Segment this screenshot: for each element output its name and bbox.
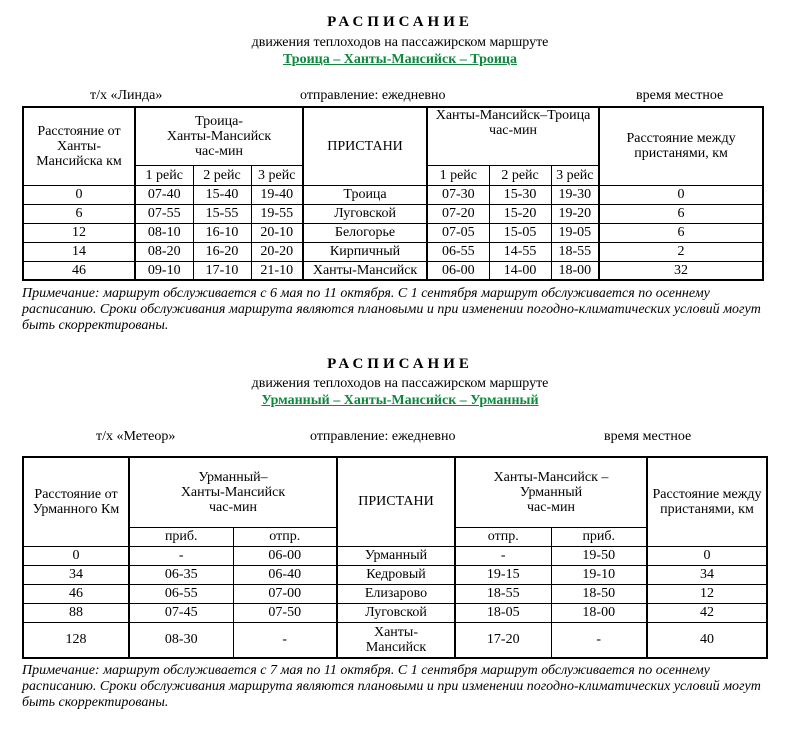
- s1-pier: Луговской: [303, 204, 427, 223]
- schedule1-subtitle: движения теплоходов на пассажирском маршруте: [251, 35, 549, 50]
- s1-b1: 06-55: [427, 242, 489, 261]
- s2-dist: 88: [23, 603, 129, 622]
- s1-b2: 14-00: [489, 261, 551, 280]
- s2-between: 12: [647, 584, 767, 603]
- s1-header-forward: Троица- Ханты-Мансийск час-мин: [135, 107, 303, 165]
- s2-b-dep: 18-05: [455, 603, 551, 622]
- s2-between: 34: [647, 565, 767, 584]
- s2-pier: Елизарово: [337, 584, 455, 603]
- s1-between: 6: [599, 204, 763, 223]
- schedule2-time-note: время местное: [604, 429, 692, 444]
- schedule2-note: Примечание: маршрут обслуживается с 7 мая по 11 октября. С 1 сентября маршрут обслуживается по осеннему расписанию. Сроки обслуживания маршрута являются плановыми и при изменении погодно-климатических условий могут быть скорректированы.: [22, 663, 761, 710]
- s1-dist: 6: [23, 204, 135, 223]
- table-row: [23, 185, 763, 204]
- s1-f3: 21-10: [251, 261, 303, 280]
- s1-b2: 15-20: [489, 204, 551, 223]
- s1-dist: 12: [23, 223, 135, 242]
- s1-b3: 19-20: [551, 204, 599, 223]
- s1-header-trip3-forward: 3 рейс: [251, 165, 303, 185]
- s1-dist: 0: [23, 185, 135, 204]
- s1-dist: 46: [23, 261, 135, 280]
- schedule1-time-note: время местное: [636, 88, 724, 103]
- s1-b3: 18-55: [551, 242, 599, 261]
- table-row: [23, 204, 763, 223]
- s1-f2: 15-40: [193, 185, 251, 204]
- s1-b1: 07-05: [427, 223, 489, 242]
- s2-pier: Кедровый: [337, 565, 455, 584]
- schedule1-route-text: Троица – Ханты-Мансийск – Троица: [282, 52, 517, 67]
- table-row: [23, 622, 767, 658]
- s2-pier: Урманный: [337, 546, 455, 565]
- s1-f3: 20-10: [251, 223, 303, 242]
- s2-f-arr: 08-30: [129, 622, 233, 658]
- s1-f3: 19-55: [251, 204, 303, 223]
- s2-header-dep-forward: отпр.: [233, 527, 337, 546]
- s2-dist: 46: [23, 584, 129, 603]
- s2-header-distance-from: Расстояние от Урманного Км: [23, 457, 129, 546]
- s2-f-dep: 06-40: [233, 565, 337, 584]
- s1-between: 32: [599, 261, 763, 280]
- s2-b-arr: 19-10: [551, 565, 647, 584]
- s1-header-trip1-backward: 1 рейс: [427, 165, 489, 185]
- s1-b3: 19-30: [551, 185, 599, 204]
- table-row: [23, 546, 767, 565]
- s1-f3: 19-40: [251, 185, 303, 204]
- table-row: [23, 603, 767, 622]
- s2-pier: Луговской: [337, 603, 455, 622]
- s2-header-forward: Урманный– Ханты-Мансийск час-мин: [129, 457, 337, 527]
- table-row: [23, 261, 763, 280]
- s1-b1: 06-00: [427, 261, 489, 280]
- s1-header-trip1-forward: 1 рейс: [135, 165, 193, 185]
- s1-b1: 07-30: [427, 185, 489, 204]
- s2-f-arr: 07-45: [129, 603, 233, 622]
- s1-f1: 08-20: [135, 242, 193, 261]
- s1-f1: 07-40: [135, 185, 193, 204]
- schedule1-title: РАСПИСАНИЕ: [327, 14, 473, 30]
- s1-header-backward: Ханты-Мансийск–Троица час-мин: [427, 107, 599, 165]
- s1-pier: Ханты-Мансийск: [303, 261, 427, 280]
- schedule1-vessel: т/х «Линда»: [90, 88, 163, 103]
- s2-f-dep: 07-50: [233, 603, 337, 622]
- table-row: [23, 565, 767, 584]
- s2-header-arr-forward: приб.: [129, 527, 233, 546]
- s1-f3: 20-20: [251, 242, 303, 261]
- table-row: [23, 584, 767, 603]
- s1-pier: Кирпичный: [303, 242, 427, 261]
- s1-between: 2: [599, 242, 763, 261]
- s2-b-dep: 18-55: [455, 584, 551, 603]
- s2-dist: 128: [23, 622, 129, 658]
- s2-b-arr: -: [551, 622, 647, 658]
- s2-between: 42: [647, 603, 767, 622]
- s2-b-arr: 18-50: [551, 584, 647, 603]
- s1-b2: 14-55: [489, 242, 551, 261]
- s2-b-dep: -: [455, 546, 551, 565]
- s1-b1: 07-20: [427, 204, 489, 223]
- s2-f-dep: 07-00: [233, 584, 337, 603]
- s2-between: 0: [647, 546, 767, 565]
- s1-header-trip3-backward: 3 рейс: [551, 165, 599, 185]
- s2-between: 40: [647, 622, 767, 658]
- table-row: [23, 223, 763, 242]
- s1-f2: 16-10: [193, 223, 251, 242]
- schedule1-note: Примечание: маршрут обслуживается с 6 мая по 11 октября. С 1 сентября маршрут обслуживается по осеннему расписанию. Сроки обслуживания маршрута являются плановыми и при изменении погодно-климатических условий могут быть скорректированы.: [22, 286, 761, 333]
- s1-header-distance-between: Расстояние между пристанями, км: [599, 107, 763, 185]
- s1-f1: 07-55: [135, 204, 193, 223]
- s1-header-trip2-backward: 2 рейс: [489, 165, 551, 185]
- s2-header-arr-backward: приб.: [551, 527, 647, 546]
- s1-header-distance-from: Расстояние от Ханты-Мансийска км: [23, 107, 135, 185]
- s1-header-piers: ПРИСТАНИ: [303, 107, 427, 185]
- s2-dist: 0: [23, 546, 129, 565]
- s1-f2: 15-55: [193, 204, 251, 223]
- s2-header-piers: ПРИСТАНИ: [337, 457, 455, 546]
- s2-f-arr: 06-35: [129, 565, 233, 584]
- s2-pier: Ханты- Мансийск: [337, 622, 455, 658]
- table-row: [23, 242, 763, 261]
- s1-f2: 16-20: [193, 242, 251, 261]
- schedule1-table: [22, 106, 764, 281]
- s2-header-dep-backward: отпр.: [455, 527, 551, 546]
- s2-header-distance-between: Расстояние между пристанями, км: [647, 457, 767, 546]
- s2-b-dep: 19-15: [455, 565, 551, 584]
- schedule2-route-text: Урманный – Ханты-Мансийск – Урманный: [261, 393, 539, 408]
- schedule1-route: [0, 52, 800, 68]
- s1-f1: 08-10: [135, 223, 193, 242]
- s1-b3: 19-05: [551, 223, 599, 242]
- s2-f-arr: 06-55: [129, 584, 233, 603]
- s1-b2: 15-05: [489, 223, 551, 242]
- schedule2-departure: отправление: ежедневно: [310, 429, 456, 444]
- s1-between: 6: [599, 223, 763, 242]
- schedule2-title: РАСПИСАНИЕ: [327, 356, 473, 372]
- schedule2-subtitle: движения теплоходов на пассажирском маршруте: [251, 376, 549, 391]
- s2-b-arr: 18-00: [551, 603, 647, 622]
- s1-f2: 17-10: [193, 261, 251, 280]
- s2-f-arr: -: [129, 546, 233, 565]
- s1-b3: 18-00: [551, 261, 599, 280]
- schedule2-route: [0, 393, 800, 409]
- schedule2-table: [22, 456, 768, 659]
- s2-b-arr: 19-50: [551, 546, 647, 565]
- s2-dist: 34: [23, 565, 129, 584]
- s1-f1: 09-10: [135, 261, 193, 280]
- s2-f-dep: 06-00: [233, 546, 337, 565]
- s1-b2: 15-30: [489, 185, 551, 204]
- s2-header-backward: Ханты-Мансийск – Урманный час-мин: [455, 457, 647, 527]
- schedule2-vessel: т/х «Метеор»: [96, 429, 176, 444]
- s1-pier: Троица: [303, 185, 427, 204]
- s1-pier: Белогорье: [303, 223, 427, 242]
- s2-b-dep: 17-20: [455, 622, 551, 658]
- s1-between: 0: [599, 185, 763, 204]
- s1-dist: 14: [23, 242, 135, 261]
- s1-header-trip2-forward: 2 рейс: [193, 165, 251, 185]
- s2-f-dep: -: [233, 622, 337, 658]
- schedule1-departure: отправление: ежедневно: [300, 88, 446, 103]
